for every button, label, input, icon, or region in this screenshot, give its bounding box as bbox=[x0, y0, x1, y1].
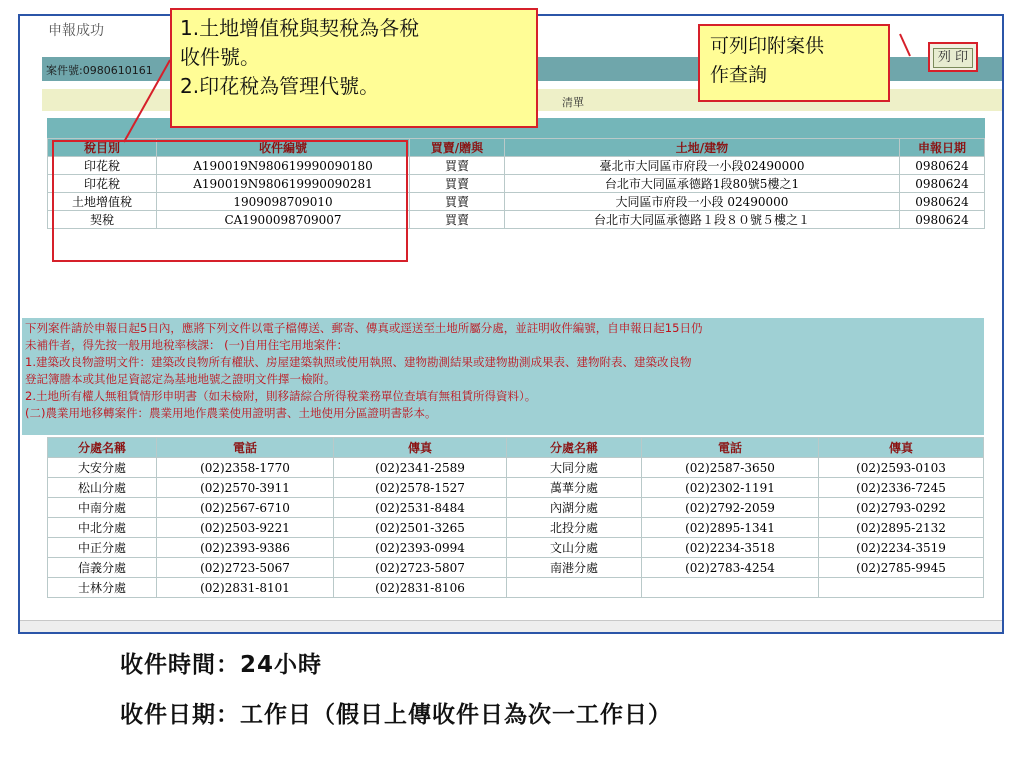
table-cell: (02)2358-1770 bbox=[157, 458, 334, 478]
list-title: 清單 bbox=[562, 96, 584, 109]
table-cell: (02)2336-7245 bbox=[819, 478, 984, 498]
table-cell: (02)2567-6710 bbox=[157, 498, 334, 518]
table-cell: (02)2792-2059 bbox=[642, 498, 819, 518]
col-office: 分處名稱 bbox=[507, 438, 642, 458]
table-cell: (02)2783-4254 bbox=[642, 558, 819, 578]
table-cell: 印花稅 bbox=[48, 157, 157, 175]
print-button[interactable]: 列 印 bbox=[933, 48, 973, 68]
table-cell: (02)2831-8106 bbox=[334, 578, 507, 598]
notice-line: 未補件者，得先按一般用地稅率核課： (一)自用住宅用地案件： bbox=[25, 338, 349, 352]
table-cell: 文山分處 bbox=[507, 538, 642, 558]
table-cell: 內湖分處 bbox=[507, 498, 642, 518]
table-cell: 北投分處 bbox=[507, 518, 642, 538]
table-cell: (02)2531-8484 bbox=[334, 498, 507, 518]
table-cell: (02)2593-0103 bbox=[819, 458, 984, 478]
case-number: 案件號:0980610161 bbox=[46, 64, 153, 77]
callout-line: 1.土地增值稅與契稅為各稅 bbox=[180, 16, 420, 40]
receipt-date: 收件日期：工作日（假日上傳收件日為次一工作日） bbox=[120, 702, 672, 728]
table-cell: 0980624 bbox=[900, 193, 985, 211]
tax-number-callout bbox=[170, 8, 538, 128]
table-cell: (02)2302-1191 bbox=[642, 478, 819, 498]
table-cell: 中南分處 bbox=[48, 498, 157, 518]
col-tax-type: 稅目別 bbox=[48, 139, 157, 157]
col-receipt-no: 收件編號 bbox=[157, 139, 410, 157]
col-phone: 電話 bbox=[157, 438, 334, 458]
table-cell: 買賣 bbox=[410, 175, 505, 193]
table-cell: 臺北市大同區市府段一小段02490000 bbox=[505, 157, 900, 175]
table-cell: 1909098709010 bbox=[157, 193, 410, 211]
table-cell: (02)2570-3911 bbox=[157, 478, 334, 498]
table-cell: 大同區市府段一小段 02490000 bbox=[505, 193, 900, 211]
table-cell: 大安分處 bbox=[48, 458, 157, 478]
col-date: 申報日期 bbox=[900, 139, 985, 157]
table-cell: 萬華分處 bbox=[507, 478, 642, 498]
receipt-time: 收件時間：24小時 bbox=[120, 652, 323, 678]
table-cell: CA1900098709007 bbox=[157, 211, 410, 229]
callout-line: 收件號。 bbox=[180, 45, 260, 69]
table-cell: A190019N980619990090281 bbox=[157, 175, 410, 193]
table-cell: 印花稅 bbox=[48, 175, 157, 193]
table-cell: A190019N980619990090180 bbox=[157, 157, 410, 175]
table-cell: 買賣 bbox=[410, 193, 505, 211]
table-cell: 大同分處 bbox=[507, 458, 642, 478]
notice-line: 1.建築改良物證明文件：建築改良物所有權狀、房屋建築執照或使用執照、建物勘測結果或建物勘測成果表、建物附表、建築改良物 bbox=[25, 355, 692, 369]
table-cell: 0980624 bbox=[900, 175, 985, 193]
col-trade-type: 買賣/贈與 bbox=[410, 139, 505, 157]
table-cell: 0980624 bbox=[900, 157, 985, 175]
col-property: 土地/建物 bbox=[505, 139, 900, 157]
table-cell: 台北市大同區承德路１段８０號５樓之１ bbox=[505, 211, 900, 229]
table-cell: (02)2503-9221 bbox=[157, 518, 334, 538]
table-cell: (02)2785-9945 bbox=[819, 558, 984, 578]
callout-pointer-line bbox=[900, 34, 910, 56]
print-button-highlight bbox=[928, 42, 978, 72]
table-cell: (02)2723-5807 bbox=[334, 558, 507, 578]
col-office: 分處名稱 bbox=[48, 438, 157, 458]
col-fax: 傳真 bbox=[334, 438, 507, 458]
table-cell: 南港分處 bbox=[507, 558, 642, 578]
table-cell: 買賣 bbox=[410, 211, 505, 229]
callout-line: 作查詢 bbox=[710, 64, 768, 86]
table-cell: 契稅 bbox=[48, 211, 157, 229]
table-cell: 買賣 bbox=[410, 157, 505, 175]
print-note-callout bbox=[698, 24, 890, 102]
table-cell: 中北分處 bbox=[48, 518, 157, 538]
table-cell: (02)2393-9386 bbox=[157, 538, 334, 558]
table-cell: 士林分處 bbox=[48, 578, 157, 598]
table-cell: (02)2234-3518 bbox=[642, 538, 819, 558]
table-cell: (02)2895-2132 bbox=[819, 518, 984, 538]
page-title: 申報成功 bbox=[48, 23, 104, 39]
col-fax: 傳真 bbox=[819, 438, 984, 458]
table-cell: (02)2793-0292 bbox=[819, 498, 984, 518]
callout-pointer-line bbox=[124, 60, 170, 142]
notice-line: (二)農業用地移轉案件：農業用地作農業使用證明書、土地使用分區證明書影本。 bbox=[25, 406, 437, 420]
table-cell: (02)2895-1341 bbox=[642, 518, 819, 538]
callout-line: 2.印花稅為管理代號。 bbox=[180, 74, 380, 98]
table-cell: 松山分處 bbox=[48, 478, 157, 498]
table-cell: (02)2341-2589 bbox=[334, 458, 507, 478]
table-cell: 土地增值稅 bbox=[48, 193, 157, 211]
notice-line: 2.土地所有權人無租賃情形申明書（如未檢附，則移請綜合所得稅業務單位查填有無租賃所得資料）。 bbox=[25, 389, 537, 403]
notice-line: 登記簿謄本或其他足資認定為基地地號之證明文件擇一檢附。 bbox=[25, 372, 336, 386]
table-cell: (02)2578-1527 bbox=[334, 478, 507, 498]
notice-line: 下列案件請於申報日起5日內，應將下列文件以電子檔傳送、郵寄、傳真或逕送至土地所屬分處，並註明收件編號，自申報日起15日仍 bbox=[25, 321, 703, 335]
table-cell: (02)2234-3519 bbox=[819, 538, 984, 558]
table-cell: 台北市大同區承德路1段80號5樓之1 bbox=[505, 175, 900, 193]
table-cell: (02)2587-3650 bbox=[642, 458, 819, 478]
table-cell: 中正分處 bbox=[48, 538, 157, 558]
table-cell: (02)2501-3265 bbox=[334, 518, 507, 538]
table-cell: (02)2723-5067 bbox=[157, 558, 334, 578]
table-cell: 信義分處 bbox=[48, 558, 157, 578]
table-cell: 0980624 bbox=[900, 211, 985, 229]
col-phone: 電話 bbox=[642, 438, 819, 458]
table-cell: (02)2393-0994 bbox=[334, 538, 507, 558]
table-cell: (02)2831-8101 bbox=[157, 578, 334, 598]
callout-line: 可列印附案供 bbox=[710, 35, 825, 57]
